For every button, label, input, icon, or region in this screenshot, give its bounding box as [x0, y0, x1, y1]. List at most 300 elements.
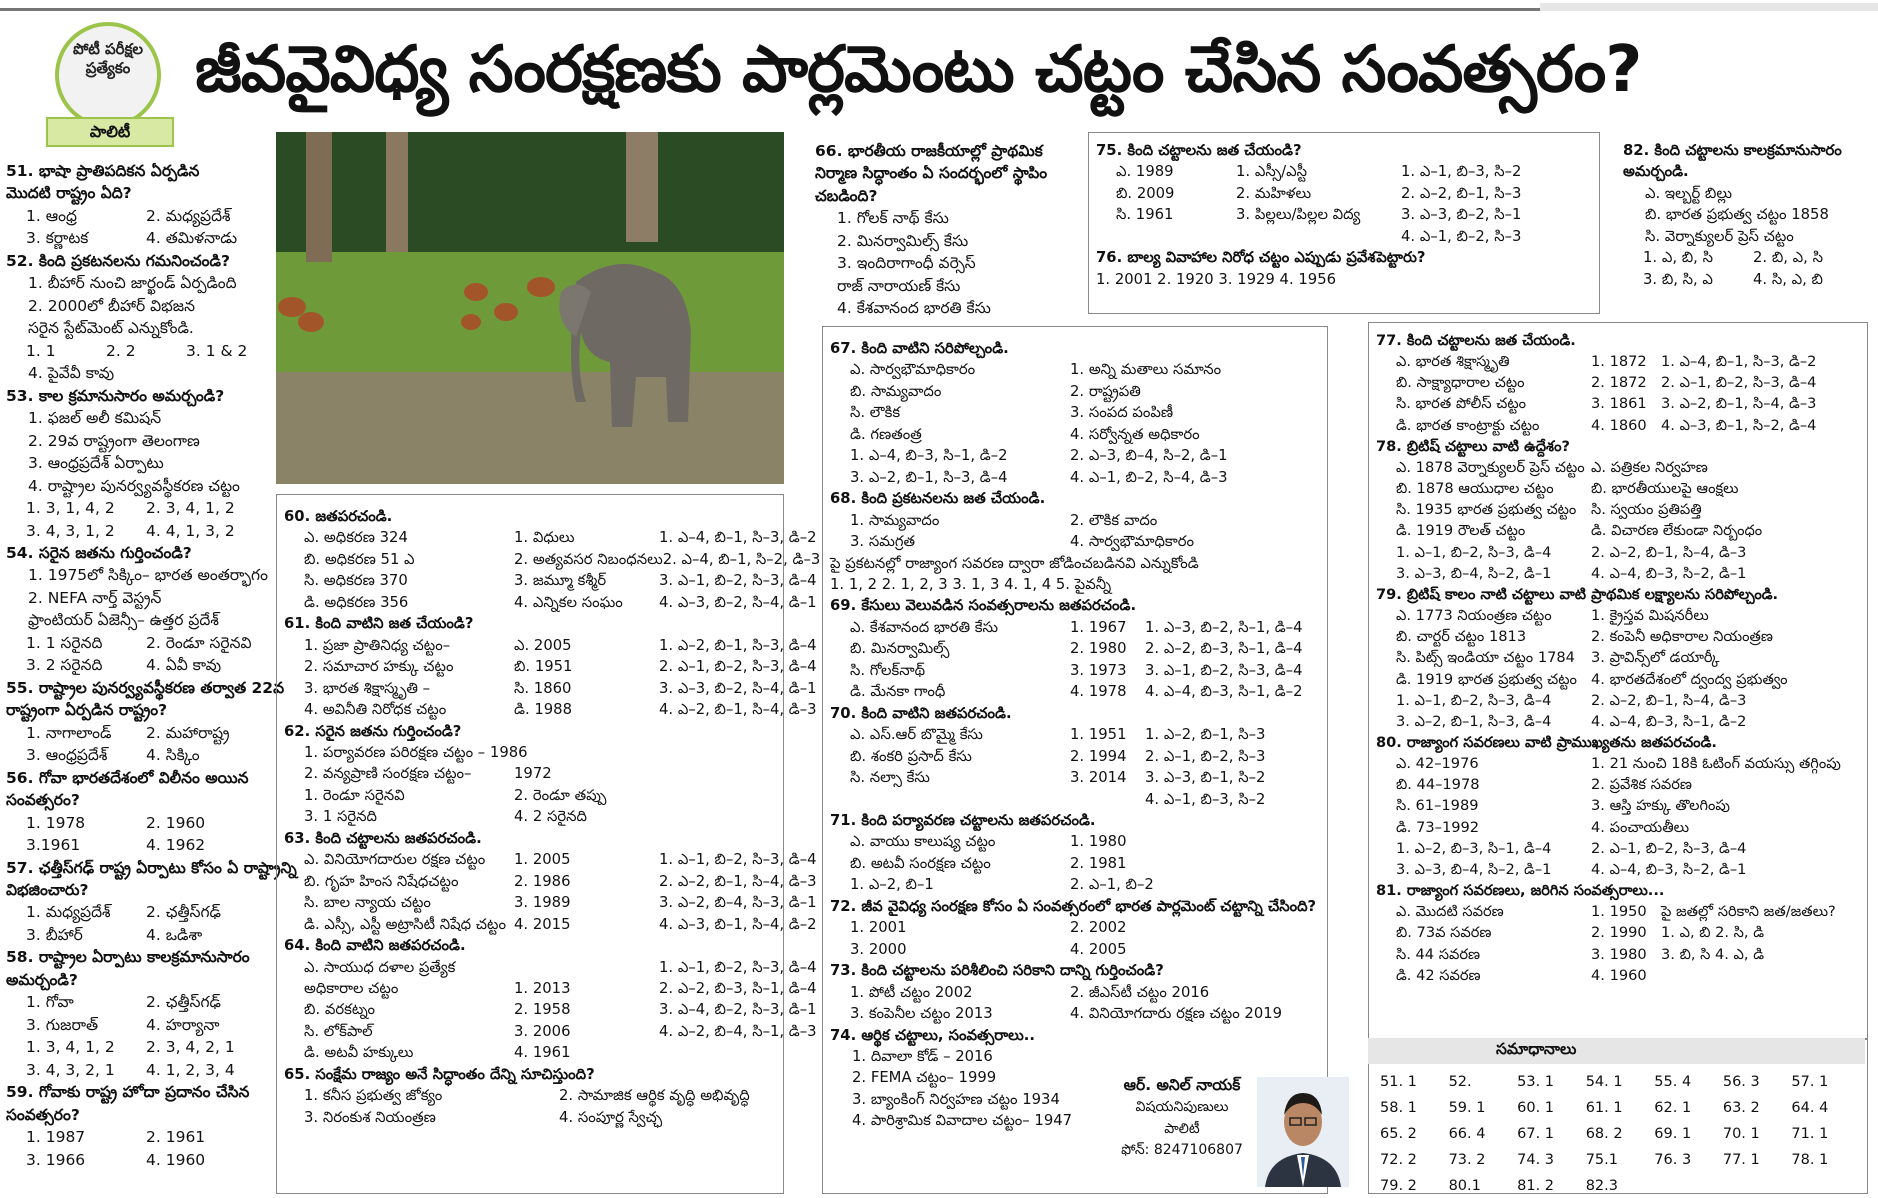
option-line: 2. NEFA నార్త్ వెస్ట్రన్	[28, 588, 162, 607]
option-cell: బి. అధికరణ 51 ఎ	[304, 550, 415, 568]
option-line: రాజ్ నారాయణ్ కేసు	[837, 276, 961, 295]
option-row	[6, 901, 268, 923]
option-row	[1376, 457, 1864, 478]
option-row	[1376, 965, 1864, 986]
option-cell: బి. సామ్యవాదం	[850, 382, 942, 400]
question-line: అమర్చండి.	[1623, 163, 1689, 181]
option-row	[1376, 838, 1864, 859]
option-cell	[850, 789, 1070, 810]
option-cell: పై జతల్లో సరికాని జత/జతలు?	[1661, 903, 1836, 921]
option-row	[6, 1149, 268, 1171]
option-cell: 1. అన్ని మతాలు సమానం	[1070, 361, 1222, 379]
option-cell: 4. ఎ–3, బి–2, సి–4, డి–1	[659, 593, 817, 611]
option-row	[1376, 393, 1864, 414]
elephant-illustration	[276, 132, 784, 484]
option-row	[830, 467, 1324, 488]
option-cell: 1. ఎ–1, బి–2, సి–3, డి–4	[659, 958, 817, 976]
option-line: 2. 2000లో బీహార్ విభజన	[28, 296, 195, 315]
answer-item: 53. 1	[1517, 1074, 1555, 1090]
option-cell: 3. 2006	[514, 1022, 571, 1040]
column-3	[830, 338, 1324, 1132]
option-cell: 2. 1990	[1591, 924, 1647, 942]
option-cell: బి. మినర్వామిల్స్	[850, 640, 950, 658]
option-line: ఫ్రాంటియర్ ఏజెన్సీ– ఉత్తర ప్రదేశ్	[28, 611, 219, 630]
answer-item: 67. 1	[1517, 1126, 1555, 1143]
option-cell: 3. గుజరాత్	[26, 1015, 99, 1034]
option-cell: 4. 1860	[1591, 416, 1647, 434]
option-cell: 4. సిక్కిం	[146, 746, 200, 765]
option-cell: 1. పోటీ చట్టం 2002	[850, 983, 973, 1001]
option-cell: 3. బి, సి, ఎ	[1643, 270, 1713, 288]
option-row	[1096, 226, 1596, 247]
option-cell: 2. రెండూ తప్పు	[514, 786, 607, 804]
question-line: 71. కింది పర్యావరణ చట్టాలను జతపరచండి.	[830, 811, 1096, 829]
option-line: 1. 1, 2 2. 1, 2, 3 3. 1, 3 4. 1, 4 5. పైవన్నీ	[830, 575, 1112, 593]
question-line: 53. కాల క్రమానుసారం అమర్చండి?	[6, 386, 225, 405]
option-cell: బి. 73వ సవరణ	[1396, 924, 1492, 942]
option-cell: ఎ. భారత శిక్షాస్మృతి	[1396, 353, 1510, 371]
option-line: 2. మినర్వామిల్స్ కేసు	[837, 231, 969, 250]
option-cell: 2. 1986	[514, 872, 571, 890]
option-cell: 1. ఎ–4, బి–1, సి–3, డి–2	[659, 529, 817, 547]
option-row	[1376, 753, 1864, 774]
answer-item: 76. 3	[1654, 1152, 1692, 1169]
option-cell: 2. ఎ–2, బి–3, సి–1, డి–4	[1145, 640, 1303, 658]
option-cell: 1. మధ్యప్రదేశ్	[26, 903, 111, 922]
question-line: 80. రాజ్యాంగ సవరణలు వాటి ప్రాముఖ్యతను జతపరచండి.	[1376, 733, 1717, 751]
option-row	[830, 445, 1324, 466]
option-row	[1376, 944, 1864, 965]
option-cell: 4. ఏవీ కావు	[146, 656, 222, 675]
option-row	[6, 1036, 268, 1058]
option-cell: సి. నల్సా కేసు	[850, 769, 930, 787]
option-cell: బి. 2009	[1116, 184, 1175, 202]
option-cell: 4. ఎ–1, బి–3, సి–2	[1145, 790, 1266, 808]
question-line: మొదటి రాష్ట్రం ఏది?	[6, 184, 132, 203]
author-photo	[1257, 1077, 1349, 1187]
question-line: 59. గోవాకు రాష్ట్ర హోదా ప్రదానం చేసిన	[6, 1083, 250, 1102]
option-cell: 4. భారతదేశంలో ద్వంద్వ ప్రభుత్వం	[1591, 670, 1788, 688]
option-row	[830, 424, 1324, 445]
option-row	[1376, 669, 1864, 690]
option-cell: 3. 1989	[514, 894, 571, 912]
option-cell: 1. ఎ–2, బి–3, సి–1, డి–4	[1396, 839, 1552, 857]
option-row	[1376, 542, 1864, 563]
option-row	[1376, 711, 1864, 732]
option-cell: ఎ. వినియోగదారుల రక్షణ చట్టం	[304, 851, 486, 869]
option-row	[284, 871, 817, 892]
option-line: 4. పారిశ్రామిక వివాదాల చట్టం– 1947	[852, 1112, 1073, 1130]
option-cell: 2. ఎ–2, బి–1, సి–4, డి–3	[1591, 543, 1747, 561]
option-cell: బి. చార్టర్ చట్టం 1813	[1396, 628, 1527, 646]
option-row	[830, 724, 1324, 745]
question-line: విభజించారు?	[6, 881, 89, 899]
answer-item: 56. 3	[1722, 1074, 1760, 1090]
option-row	[830, 681, 1324, 702]
option-cell: 3. ఎ–2, బి–1, సి–3, డి–4	[1396, 712, 1552, 730]
option-line: సి. వెర్నాక్యులర్ ప్రెస్ చట్టం	[1645, 227, 1794, 245]
option-row	[1376, 499, 1864, 520]
option-cell: 1. 1987	[26, 1128, 86, 1147]
option-cell: డి. విచారణ లేకుండా నిర్బంధం	[1591, 522, 1763, 540]
option-cell: సి. భారత పోలీస్ చట్టం	[1396, 395, 1527, 413]
option-cell: బి. శంకరి ప్రసాద్ కేసు	[850, 747, 972, 765]
option-cell: 3.1961	[26, 836, 81, 855]
option-cell: ఎ. సార్వభౌమాధికారం	[850, 361, 976, 379]
option-row	[1623, 247, 1868, 268]
option-cell: 2. ఎ–1, బి–2, సి–3, డి–4	[659, 658, 817, 676]
option-cell: 3. సమగ్రత	[850, 533, 916, 551]
option-cell	[1236, 226, 1401, 247]
option-row	[284, 957, 817, 978]
option-line: 1. గోలక్ నాథ్ కేసు	[837, 209, 949, 228]
column-5	[1376, 330, 1864, 986]
option-cell: 3. ఆస్తి హక్కు తొలగింపు	[1591, 797, 1730, 815]
option-cell: 2. ఛత్తీస్‌గఢ్	[146, 993, 222, 1012]
option-cell: 4. సార్వభౌమాధికారం	[1070, 533, 1195, 551]
option-cell: డి. మేనకా గాంధీ	[850, 683, 946, 701]
option-row	[6, 924, 268, 946]
option-cell: 3. బీహార్	[26, 925, 83, 944]
option-cell: 3. ఎ–2, బి–1, సి–3, డి–4	[850, 468, 1008, 486]
option-cell: 2. 1958	[514, 1001, 571, 1019]
answer-item: 71. 1	[1791, 1126, 1829, 1143]
answer-item: 61. 1	[1585, 1100, 1623, 1117]
option-cell: 3. 1 & 2	[186, 341, 248, 360]
option-cell: 2. 1872	[1591, 374, 1647, 392]
option-cell: 1. 1951	[1070, 726, 1127, 744]
option-cell: సి. 1935 భారత ప్రభుత్వ చట్టం	[1396, 501, 1577, 519]
option-cell: 3. కంపెనీల చట్టం 2013	[850, 1005, 993, 1023]
option-cell: 2. సమాచార హక్కు చట్టం	[304, 658, 454, 676]
option-cell	[528, 742, 673, 763]
option-row	[284, 914, 817, 935]
option-cell: డి. 1919 భారత ప్రభుత్వ చట్టం	[1396, 670, 1577, 688]
option-cell: సి. 44 సవరణ	[1396, 945, 1481, 963]
option-row	[1376, 922, 1864, 943]
option-cell: 1972	[514, 765, 552, 783]
option-row	[830, 402, 1324, 423]
option-cell: 1. ప్రజా ప్రాతినిధ్య చట్టం–	[304, 636, 451, 654]
question-line: 52. కింది ప్రకటనలను గమనించండి?	[6, 251, 231, 270]
question-line: 72. జీవ వైవిధ్య సంరక్షణ కోసం ఏ సంవత్సరంలో భారత పార్లమెంట్ చట్టాన్ని చేసింది?	[830, 897, 1317, 915]
option-cell: ఎ. పత్రికల నిర్వహణ	[1591, 458, 1708, 476]
option-row	[830, 853, 1324, 874]
option-cell: ఎ. మొదటి సవరణ	[1396, 903, 1504, 921]
option-cell: 2. 3, 4, 2, 1	[146, 1038, 235, 1057]
option-cell: డి. 1988	[514, 701, 573, 719]
option-row	[1376, 605, 1864, 626]
option-cell: ఎ. 2005	[514, 636, 572, 654]
option-row	[1096, 204, 1596, 225]
option-line: 1. ఫజల్ అలీ కమిషన్	[28, 409, 162, 428]
option-row	[6, 340, 268, 362]
option-row	[1376, 817, 1864, 838]
option-line: 3. బ్యాంకింగ్ నిర్వహణ చట్టం 1934	[852, 1090, 1060, 1108]
answer-item: 60. 1	[1517, 1100, 1555, 1117]
option-cell: 1. ఎ–1, బి–3, సి–2	[1401, 163, 1522, 181]
option-cell: 4. వినియోగదారు రక్షణ చట్టం 2019	[1070, 1005, 1283, 1023]
option-row	[1376, 647, 1864, 668]
answer-item: 69. 1	[1654, 1126, 1692, 1143]
option-cell: 2. ఎ–1, బి–2	[1070, 876, 1154, 894]
option-row	[1376, 901, 1864, 922]
answer-item: 82.3	[1585, 1178, 1618, 1195]
option-cell: ఎ. సాయుధ దళాల ప్రత్యేక	[304, 958, 456, 976]
column-3-top	[815, 140, 1073, 320]
option-row	[1376, 626, 1864, 647]
option-row	[1376, 351, 1864, 372]
option-cell: 4. 4, 1, 3, 2	[146, 521, 235, 540]
question-line: 65. సంక్షేమ రాజ్యం అనే సిద్ధాంతం దేన్ని సూచిస్తుంది?	[284, 1065, 595, 1083]
option-cell: 4. ఎ–3, బి–1, సి–2, డి–4	[1661, 416, 1817, 434]
option-cell: బి. గృహ హింస నిషేధచట్టం	[304, 872, 459, 890]
option-cell: 1. 2005	[514, 851, 571, 869]
option-row	[830, 939, 1324, 960]
option-row	[284, 892, 817, 913]
question-line: 67. కింది వాటిని సరిపోల్చండి.	[830, 340, 1009, 357]
option-cell: సి. బాల న్యాయ చట్టం	[304, 894, 431, 912]
option-cell: సి. లోక్‌పాల్	[304, 1022, 373, 1040]
option-cell: 2. సామాజిక ఆర్థిక వృద్ధి అభివృద్ధి	[559, 1087, 750, 1105]
option-row	[830, 359, 1324, 380]
option-cell: 2. ఎ–1, బి–2, సి–3	[1145, 747, 1266, 765]
option-row	[1376, 859, 1864, 880]
option-cell: 4. ఒడిశా	[146, 925, 203, 944]
question-line: 66. భారతీయ రాజకీయాల్లో ప్రాథమిక	[815, 142, 1043, 160]
option-cell: డి. గణతంత్ర	[850, 425, 922, 443]
option-cell: డి. అటవీ హక్కులు	[304, 1044, 414, 1062]
option-cell	[659, 806, 794, 827]
option-row	[6, 1014, 268, 1036]
option-cell: 1. సామ్యవాదం	[850, 511, 940, 529]
option-row	[284, 1107, 780, 1128]
option-cell: 2. ఎ–4, బి–1, సి–2, డి–3	[662, 550, 821, 568]
option-cell: ఎ. వాయు కాలుష్య చట్టం	[850, 833, 996, 851]
option-cell	[673, 742, 808, 763]
option-row	[1376, 478, 1864, 499]
answer-item: 65. 2	[1380, 1126, 1417, 1143]
question-line: 77. కింది చట్టాలను జత చేయండి.	[1376, 332, 1576, 349]
question-line: 75. కింది చట్టాలను జత చేయండి?	[1096, 142, 1302, 159]
option-row	[284, 978, 817, 999]
option-cell: 2. అత్యవసర నిబంధనలు	[514, 550, 663, 568]
option-row	[830, 746, 1324, 767]
option-cell: 3. 1973	[1070, 661, 1127, 679]
option-cell: 2. 1994	[1070, 747, 1127, 765]
option-cell: 4. ఎ–4, బి–3, సి–2, డి–1	[1591, 564, 1747, 582]
option-cell: డి. ఎస్సీ, ఎస్టీ అట్రాసిటీ నిషేధ చట్టం	[304, 915, 506, 933]
option-line: బి. భారత ప్రభుత్వ చట్టం 1858	[1645, 206, 1829, 224]
option-row	[1376, 372, 1864, 393]
option-row	[284, 635, 817, 656]
option-row	[6, 812, 268, 834]
option-cell: 3. 1 సరైనది	[304, 808, 377, 826]
question-line: 56. గోవా భారతదేశంలో విలీనం అయిన	[6, 768, 249, 787]
option-cell: 4. ఎ–3, బి–1, సి–4, డి–2	[659, 915, 817, 933]
option-cell: 1. ఎ–3, బి–2, సి–1, డి–4	[1145, 618, 1303, 636]
wildlife-photo	[276, 132, 784, 484]
column-5-top	[1623, 140, 1868, 290]
option-line: 1. 1975లో సిక్కిం– భారత అంతర్భాగం	[28, 566, 268, 585]
option-row	[284, 849, 817, 870]
option-cell: ఎ. కేశవానంద భారతి కేసు	[850, 618, 999, 636]
option-cell: 2. 1960	[146, 813, 206, 832]
option-cell: 2. 1980	[1070, 640, 1127, 658]
question-line: 78. బ్రిటిష్ చట్టాలు వాటి ఉద్దేశం?	[1376, 437, 1570, 455]
option-cell: 1. ఎ, బి, సి	[1643, 249, 1713, 267]
option-cell: సి. 61–1989	[1396, 797, 1479, 815]
option-cell: 1. ఆంధ్ర	[26, 206, 77, 225]
option-row	[830, 531, 1324, 552]
option-cell: 3. నిరంకుశ నియంత్రణ	[304, 1108, 436, 1126]
option-row	[1096, 161, 1596, 182]
option-cell: బి. 1878 ఆయుధాల చట్టం	[1396, 480, 1554, 498]
question-line: 62. సరైన జతను గుర్తించండి?	[284, 722, 462, 740]
option-cell: ఎ. 1989	[1116, 163, 1174, 181]
option-cell: 1. 3, 1, 4, 2	[26, 499, 115, 518]
option-cell: ఎ. 1878 వెర్నాక్యులర్ ప్రెస్ చట్టం	[1396, 458, 1585, 476]
option-cell: 2. ఎ–2, బి–3, సి–1, డి–4	[659, 979, 817, 997]
option-cell: 4. అవినీతి నిరోధక చట్టం	[304, 701, 447, 719]
question-line: 64. కింది వాటిని జతపరచండి.	[284, 937, 466, 955]
option-cell	[659, 785, 794, 806]
option-row	[830, 1003, 1324, 1024]
option-cell: 2. మధ్యప్రదేశ్	[146, 206, 231, 225]
option-cell: 2. రెండూ సరైనవి	[146, 633, 252, 652]
option-row	[284, 527, 817, 548]
option-cell: 1. గోవా	[26, 993, 74, 1012]
option-cell: 3. 1861	[1591, 395, 1647, 413]
option-cell	[1661, 965, 1864, 986]
option-cell: బి. భారతీయులపై ఆంక్షలు	[1591, 480, 1739, 498]
option-row	[1096, 183, 1596, 204]
special-badge	[55, 22, 161, 128]
option-row	[1623, 269, 1868, 290]
option-cell: 2. 3, 4, 1, 2	[146, 499, 235, 518]
option-line: సరైన స్టేట్‌మెంట్ ఎన్నుకోండి.	[28, 319, 194, 338]
option-row	[830, 510, 1324, 531]
option-cell: 4. ఎ–2, బి–1, సి–4, డి–3	[659, 701, 817, 719]
option-cell: 3. ప్రావిన్స్‌లో డయార్కీ	[1591, 649, 1720, 667]
option-cell: 1. క్రైస్తవ మిషనరీలు	[1591, 607, 1709, 625]
option-cell: 4. 2005	[1070, 940, 1127, 958]
page-title: జీవవైవిధ్య సంరక్షణకు పార్లమెంటు చట్టం చేసిన సంవత్సరం?	[195, 33, 1642, 107]
option-cell: 1. ఎ–4, బి–3, సి–1, డి–2	[850, 447, 1008, 465]
answer-item: 62. 1	[1654, 1100, 1692, 1117]
option-cell: బి. 1951	[514, 658, 573, 676]
option-cell: 2. 2002	[1070, 919, 1127, 937]
option-cell: 1. ఎ–2, బి–1, సి–3, డి–4	[659, 636, 817, 654]
option-cell: 1. ఎ–4, బి–1, సి–3, డి–2	[1661, 353, 1817, 371]
option-row	[284, 656, 817, 677]
column-2	[284, 506, 821, 1128]
option-cell: 3. ఎ–3, బి–4, సి–2, డి–1	[1396, 564, 1552, 582]
option-row	[6, 1126, 268, 1148]
option-line: 4. పైవేవీ కావు	[28, 364, 115, 383]
answer-item: 57. 1	[1791, 1074, 1829, 1090]
option-cell: 2. ఎ–3, బి–4, సి–2, డి–1	[1070, 447, 1228, 465]
answer-item: 78. 1	[1791, 1152, 1829, 1169]
option-row	[830, 789, 1324, 810]
question-line: 61. కింది వాటిని జత చేయండి?	[284, 615, 474, 633]
option-cell: 2. వన్యప్రాణి సంరక్షణ చట్టం–	[304, 765, 472, 783]
option-cell: 4. 2015	[514, 915, 571, 933]
option-row	[1376, 774, 1864, 795]
option-row	[284, 1042, 780, 1063]
option-cell: సి. లౌకిక	[850, 404, 901, 422]
option-cell	[659, 1042, 794, 1063]
option-cell: సి. అధికరణ 370	[304, 572, 408, 590]
author-block	[1112, 1073, 1252, 1162]
question-line: 73. కింది చట్టాలను పరిశీలించి సరికాని దాన్ని గుర్తించండి?	[830, 962, 1164, 980]
option-cell: బి. సాక్ష్యాధారాల చట్టం	[1396, 374, 1525, 392]
option-cell: 4. హర్యానా	[146, 1015, 220, 1034]
option-cell: 1. రెండూ సరైనవి	[304, 786, 405, 804]
answer-item: 80.1	[1448, 1178, 1481, 1195]
option-row	[284, 999, 817, 1020]
option-cell: 3. 2014	[1070, 769, 1127, 787]
question-line: 76. బాల్య వివాహాల నిరోధ చట్టం ఎప్పుడు ప్రవేశపెట్టారు?	[1096, 249, 1426, 267]
option-cell: 4. ఎ–1, బి–2, సి–3	[1401, 227, 1522, 245]
question-line: 79. బ్రిటిష్ కాలం నాటి చట్టాలు వాటి ప్రాథమిక లక్ష్యాలను సరిపోల్చండి.	[1376, 585, 1779, 603]
option-line: 2. 29వ రాష్ట్రంగా తెలంగాణ	[28, 431, 200, 450]
avatar-icon	[1257, 1077, 1349, 1187]
option-line: 1. బీహార్ నుంచి జార్ఖండ్ ఏర్పడింది	[28, 274, 237, 293]
author-subject: పాలిటీ	[1164, 1120, 1200, 1137]
option-cell: ఎ. ఎస్.ఆర్ బొమ్మై కేసు	[850, 726, 983, 744]
option-cell: డి. భారత కాంట్రాక్టు చట్టం	[1396, 416, 1540, 434]
answer-item: 58. 1	[1380, 1100, 1417, 1117]
option-cell: 4. 2 సరైనది	[514, 808, 587, 826]
option-row	[1376, 415, 1864, 436]
option-cell	[514, 957, 659, 978]
option-row	[284, 678, 817, 699]
option-row	[284, 592, 817, 613]
question-line: 82. కింది చట్టాలను కాలక్రమానుసారం	[1623, 142, 1842, 159]
option-cell: 1. విధులు	[514, 529, 575, 547]
option-cell	[1070, 789, 1145, 810]
option-cell: 3. సంపద పంపిణీ	[1070, 404, 1174, 422]
option-row	[830, 831, 1324, 852]
question-line: 74. ఆర్థిక చట్టాలు, సంవత్సరాలు..	[830, 1026, 1035, 1044]
option-cell: 1. 1980	[1070, 833, 1127, 851]
option-cell: డి. 1919 రౌలత్ చట్టం	[1396, 522, 1526, 540]
column-4-top	[1096, 140, 1596, 290]
answer-item: 79. 2	[1380, 1178, 1417, 1195]
option-row	[830, 917, 1324, 938]
option-cell: 2. 2	[106, 341, 136, 360]
answer-item: 73. 2	[1448, 1152, 1486, 1169]
answer-item: 77. 1	[1722, 1152, 1760, 1169]
option-row	[6, 722, 268, 744]
option-cell: 3. ఎ–1, బి–2, సి–3, డి–4	[659, 572, 817, 590]
option-cell: 3. ఎ–3, బి–2, సి–4, డి–1	[659, 679, 817, 697]
question-line: 81. రాజ్యాంగ సవరణలు, జరిగిన సంవత్సరాలు...	[1376, 882, 1665, 900]
option-row	[6, 205, 268, 227]
badge-text: పోటీ పరీక్షల ప్రత్యేకం	[72, 40, 144, 77]
option-cell: 4. సంపూర్ణ స్వేచ్ఛ	[559, 1108, 663, 1126]
option-cell: 1. ఎ, బి 2. సి, డి	[1661, 924, 1764, 942]
question-line: 69. కేసులు వెలువడిన సంవత్సరాలను జతపరచండి.	[830, 597, 1137, 615]
option-row	[6, 991, 268, 1013]
option-cell: 3. 2 సరైనది	[26, 656, 103, 675]
answer-item: 81. 2	[1517, 1178, 1555, 1195]
option-cell: ఎ. 1773 నియంత్రణ చట్టం	[1396, 607, 1552, 625]
option-cell: సి. 1860	[514, 679, 572, 697]
option-cell: సి. పిట్స్ ఇండియా చట్టం 1784	[1396, 649, 1575, 667]
answer-item: 72. 2	[1380, 1152, 1417, 1169]
